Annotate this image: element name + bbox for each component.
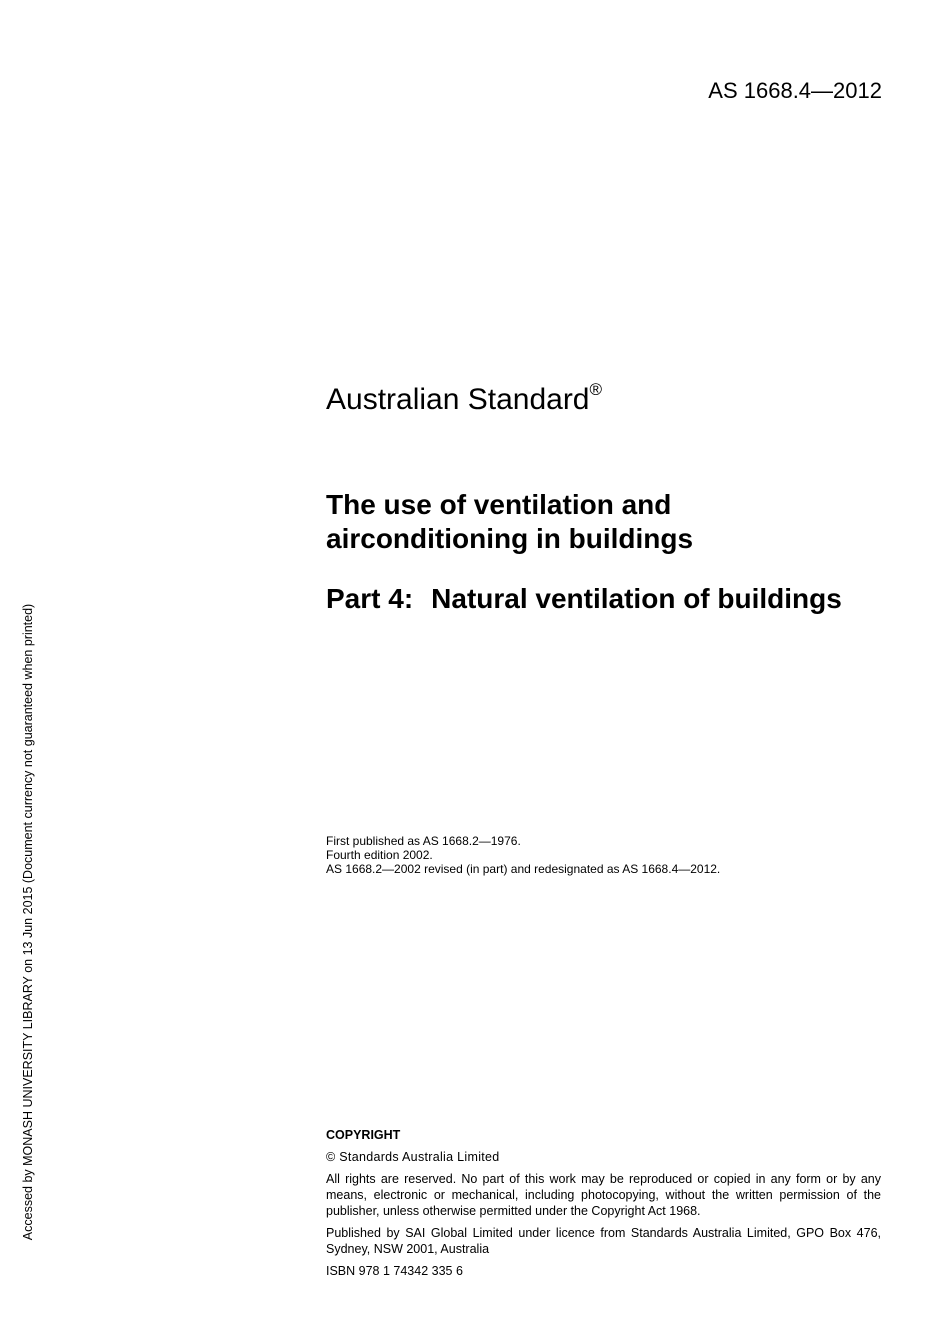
copyright-owner: © Standards Australia Limited bbox=[326, 1150, 500, 1164]
history-line: Fourth edition 2002. bbox=[326, 848, 433, 862]
copyright-heading: COPYRIGHT bbox=[326, 1128, 401, 1142]
history-line: First published as AS 1668.2—1976. bbox=[326, 834, 521, 848]
series-label: Australian Standard bbox=[326, 383, 590, 416]
isbn: ISBN 978 1 74342 335 6 bbox=[326, 1264, 463, 1278]
standard-series bbox=[326, 380, 603, 417]
title-line-1: The use of ventilation and bbox=[326, 489, 672, 520]
document-title bbox=[326, 488, 693, 556]
rights-statement: All rights are reserved. No part of this work may be reproduced or copied in any form or by any means, electronic or mechanical, including photocopying, without the written permission of the publisher, unless otherwise permitted under the Copyright Act 1968. bbox=[326, 1172, 881, 1218]
publication-history bbox=[326, 834, 720, 876]
history-line: AS 1668.2—2002 revised (in part) and redesignated as AS 1668.4—2012. bbox=[326, 862, 721, 876]
publisher-statement: Published by SAI Global Limited under licence from Standards Australia Limited, GPO Box 476, Sydney, NSW 2001, Australia bbox=[326, 1226, 881, 1256]
access-watermark: Accessed by MONASH UNIVERSITY LIBRARY on 13 Jun 2015 (Document currency not guaranteed when printed) bbox=[21, 603, 35, 1241]
title-line-2: airconditioning in buildings bbox=[326, 523, 694, 554]
registered-mark: ® bbox=[589, 380, 603, 399]
part-heading bbox=[326, 583, 842, 615]
copyright-block bbox=[326, 1127, 881, 1285]
part-title: Natural ventilation of buildings bbox=[431, 583, 842, 614]
part-label: Part 4: bbox=[326, 583, 414, 614]
document-number: AS 1668.4—2012 bbox=[708, 78, 882, 103]
